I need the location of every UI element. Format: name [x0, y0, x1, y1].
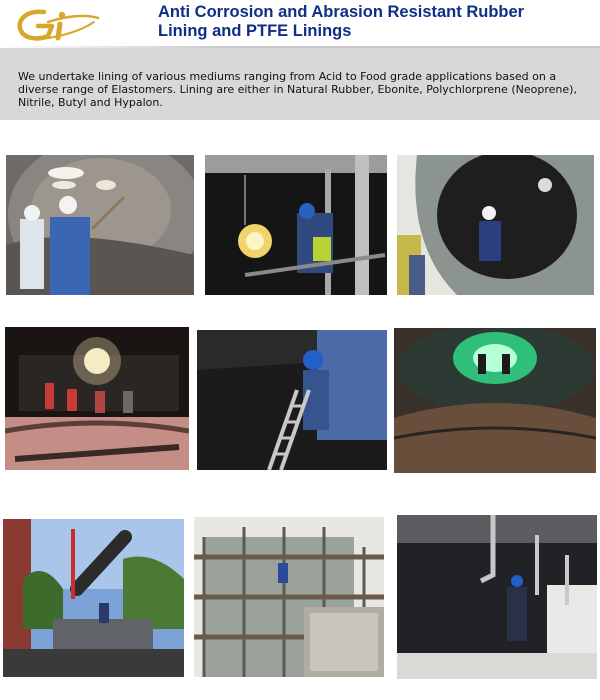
photo-workers-inspecting-tank [6, 155, 194, 295]
photo-team-in-lined-tank [5, 327, 189, 470]
title-line-2: Lining and PTFE Linings [158, 22, 352, 40]
header-band [0, 0, 600, 120]
title-line-1: Anti Corrosion and Abrasion Resistant Rubber [158, 3, 525, 21]
intro-paragraph: We undertake lining of various mediums ranging from Acid to Food grade applications based on a diverse range of Elastomers. Lining are either in Natural Rubber, Ebonite, Polychlorprene (Neoprene), Nitrile, Butyl and Hypalon. [18, 70, 577, 109]
photo-worker-inside-large-pipe [397, 155, 594, 295]
title-band [0, 0, 600, 46]
photo-worker-in-lined-room [397, 515, 597, 679]
photo-tank-interior-green-light [394, 328, 596, 473]
photo-harness-worker-with-lamp [205, 155, 387, 295]
company-logo [14, 6, 100, 44]
photo-scaffolding-around-vessel [194, 517, 384, 677]
photo-crane-lifting-pipe [3, 519, 184, 677]
photo-workers-on-ladder [197, 330, 387, 470]
page-title [158, 3, 598, 41]
